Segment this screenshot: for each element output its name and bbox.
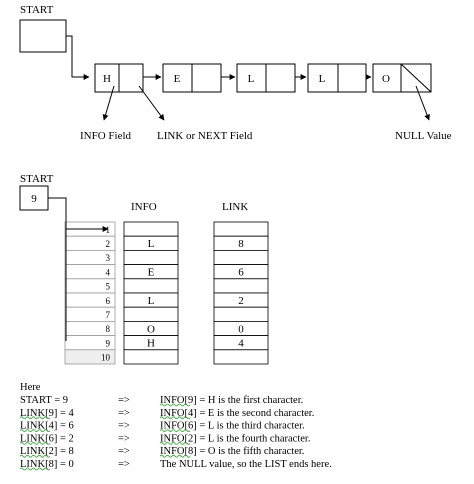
null-value-label: NULL Value [395,130,452,142]
node-2 [163,64,221,92]
info-cell [124,222,178,236]
start-label-array: START [20,173,54,185]
info-value: L [147,295,155,307]
link-column [214,222,268,364]
start-pointer-box [20,20,66,52]
start-value: 9 [31,193,37,205]
start-label-top: START [20,4,54,16]
link-cell [214,279,268,293]
index-number: 8 [105,324,110,335]
explanation-arrow: => [118,407,130,419]
info-value: O [147,323,155,336]
link-field-pointer [139,86,164,120]
explanation-lhs: LINK[8] = 0 [20,459,74,470]
index-column [65,222,115,364]
explanation-lhs: LINK[9] = 4 [20,407,74,419]
info-value: H [147,337,155,350]
link-cell [214,250,268,264]
index-number: 3 [105,253,110,264]
info-value: E [147,266,155,279]
node-4 [308,64,366,92]
node-1 [95,64,143,92]
link-value: 8 [238,238,244,251]
info-cell [124,279,178,293]
explanation-lhs: START = 9 [20,395,69,406]
index-number: 9 [105,338,110,349]
link-value: 2 [238,295,244,307]
explanation-arrow: => [118,433,130,445]
link-column-header: LINK [222,201,249,213]
explanation-rhs: INFO[9] = H is the first character. [160,395,304,406]
index-number: 7 [105,310,110,320]
explanation-rows [20,395,332,470]
explanation-arrow: => [118,446,130,458]
explanation-heading: Here [20,382,41,393]
info-column [124,222,178,364]
node-5-info: O [382,73,390,85]
explanation-rhs: The NULL value, so the LIST ends here. [160,459,332,470]
index-number: 1 [105,224,110,235]
explanation-lhs: LINK[2] = 8 [20,446,74,458]
info-column-header: INFO [131,201,157,213]
link-cell [214,307,268,321]
node-2-info: E [173,73,181,85]
explanation-arrow: => [118,459,130,470]
explanation-lhs: LINK[6] = 2 [20,433,74,445]
node-3 [237,64,295,92]
start-pointer-arrow [66,36,89,77]
info-cell [124,350,178,364]
node-3-info: L [247,73,255,85]
link-value: 4 [238,337,244,350]
info-value: L [147,238,155,251]
index-number: 10 [101,352,110,363]
explanation-rhs: INFO[4] = E is the second character. [160,407,315,419]
link-value: 0 [238,323,244,336]
info-cell [124,250,178,264]
explanation-rhs: INFO[8] = O is the fifth character. [160,446,305,458]
node-1-info: H [103,73,111,85]
explanation-arrow: => [118,420,130,432]
explanation-lhs: LINK[4] = 6 [20,420,74,432]
index-number: 4 [105,267,110,278]
explanation-arrow: => [118,395,130,406]
link-cell [214,350,268,364]
index-number: 2 [105,239,110,249]
link-value: 6 [238,266,244,279]
link-field-label: LINK or NEXT Field [157,130,253,142]
node-5 [373,64,431,92]
start-to-row-path [48,198,66,341]
index-number: 6 [105,295,110,306]
explanation-rhs: INFO[6] = L is the third character. [160,420,305,432]
info-field-label: INFO Field [80,130,132,142]
node-4-info: L [318,73,326,85]
index-number: 5 [105,281,110,292]
link-cell [214,222,268,236]
info-cell [124,307,178,321]
explanation-rhs: INFO[2] = L is the fourth character. [160,433,311,445]
